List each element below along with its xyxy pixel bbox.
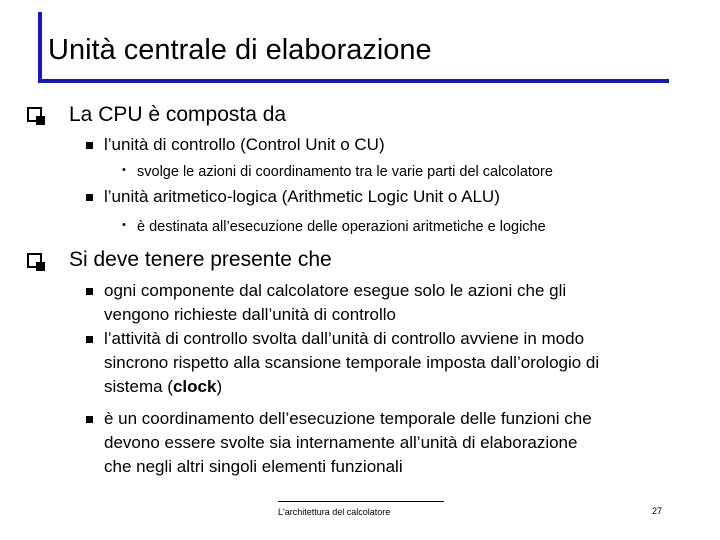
list-item-text: )	[216, 377, 223, 396]
square-bullet-small-icon	[86, 142, 93, 149]
sub-list-item: è destinata all’esecuzione delle operazioni aritmetiche e logiche	[137, 219, 546, 235]
section-heading: La CPU è composta da	[69, 103, 287, 126]
square-bullet-icon	[27, 253, 42, 268]
title-accent-horizontal-bar	[38, 79, 669, 83]
page-number: 27	[652, 506, 663, 516]
list-item-line: è un coordinamento dell’esecuzione temporale delle funzioni che	[104, 409, 592, 428]
list-item-line: vengono richieste dall’unità di controllo	[104, 305, 397, 324]
list-item: l’unità aritmetico-logica (Arithmetic Logic Unit o ALU)	[104, 187, 500, 206]
list-item-line: ogni componente dal calcolatore esegue solo le azioni che gli	[104, 281, 567, 300]
square-bullet-icon	[27, 107, 42, 122]
sub-list-item: svolge le azioni di coordinamento tra le varie parti del calcolatore	[137, 164, 553, 180]
square-bullet-small-icon	[86, 288, 93, 295]
list-item-line: devono essere svolte sia internamente all’unità di elaborazione	[104, 433, 578, 452]
square-bullet-small-icon	[86, 336, 93, 343]
dot-bullet-icon: •	[122, 164, 126, 176]
list-item-line: sincrono rispetto alla scansione temporale imposta dall’orologio di	[104, 353, 600, 372]
list-item-line: l’attività di controllo svolta dall’unità di controllo avviene in modo	[104, 329, 585, 348]
footer-divider	[278, 501, 444, 502]
square-bullet-small-icon	[86, 194, 93, 201]
dot-bullet-icon: •	[122, 219, 126, 231]
title-accent-vertical-bar	[38, 12, 42, 82]
list-item-line	[104, 375, 222, 399]
clock-term: clock	[172, 377, 217, 396]
footer-title: L'architettura del calcolatore	[278, 507, 391, 517]
square-bullet-small-icon	[86, 416, 93, 423]
slide-title: Unità centrale di elaborazione	[48, 34, 432, 66]
list-item-line: che negli altri singoli elementi funzionali	[104, 457, 403, 476]
list-item: l’unità di controllo (Control Unit o CU)	[104, 135, 385, 154]
list-item-text: sistema (	[104, 377, 173, 396]
section-heading: Si deve tenere presente che	[69, 248, 332, 271]
